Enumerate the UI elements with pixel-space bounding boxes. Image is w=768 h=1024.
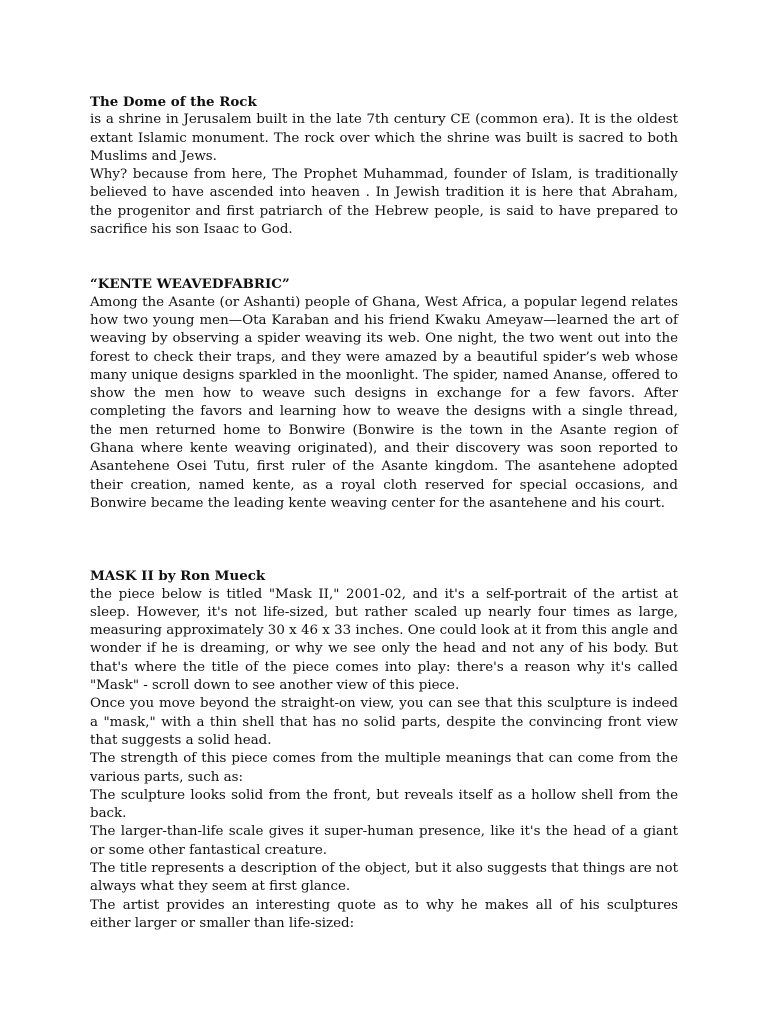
paragraph: Among the Asante (or Ashanti) people of Ghana, West Africa, a popular legend relates how two young men—Ota Karaban and his friend Kwaku Ameyaw—learned the art of weaving by observing a spider weaving its web. One night, the two went out into the forest to check their traps, and they were amazed by a beautiful spider’s web whose many unique designs sparkled in the moonlight. The spider, named Ananse, offered to show the men how to weave such designs in exchange for a few favors. After completing the favors and learning how to weave the designs with a single thread, the men returned home to Bonwire (Bonwire is the town in the Asante region of Ghana where kente weaving originated), and their discovery was soon reported to Asantehene Osei Tutu, first ruler of the Asante kingdom. The asantehene adopted their creation, named kente, as a royal cloth reserved for special occasions, and Bonwire became the leading kente weaving center for the asantehene and his court. [90,294,678,511]
section-dome-of-the-rock [90,93,678,239]
section-title: “KENTE WEAVEDFABRIC” [90,276,290,293]
section-kente-fabric [90,275,678,513]
paragraph: Why? because from here, The Prophet Muhammad, founder of Islam, is traditionally believed to have ascended into heaven . In Jewish tradition it is here that Abraham, the progenitor and first patriarch of the Hebrew people, is said to have prepared to sacrifice his son Isaac to God. [90,167,678,238]
paragraph: Once you move beyond the straight-on view, you can see that this sculpture is indeed a "mask," with a thin shell that has no solid parts, despite the convincing front view that suggests a solid head. [90,696,678,748]
section-title: MASK II by Ron Mueck [90,568,266,585]
document-page [90,93,678,933]
paragraph: The title represents a description of the object, but it also suggests that things are not always what they seem at first glance. [90,860,678,895]
paragraph: The strength of this piece comes from the multiple meanings that can come from the various parts, such as: [90,751,678,785]
paragraph: is a shrine in Jerusalem built in the late 7th century CE (common era). It is the oldest extant Islamic monument. The rock over which the shrine was built is sacred to both Muslims and Jews. [90,112,678,164]
paragraph: the piece below is titled "Mask II," 2001-02, and it's a self-portrait of the artist at sleep. However, it's not life-sized, but rather scaled up nearly four times as large, measuring approximately 30 x 46 x 33 inches. One could look at it from this angle and wonder if he is dreaming, or why we see only the head and not any of his body. But that's where the title of the piece comes into play: there's a reason why it's called "Mask" - scroll down to see another view of this piece. [90,586,678,694]
paragraph: The artist provides an interesting quote as to why he makes all of his sculptures either larger or smaller than life-sized: [90,897,678,931]
section-mask-ii [90,567,678,933]
paragraph: The sculpture looks solid from the front, but reveals itself as a hollow shell from the back. [90,787,678,822]
paragraph: The larger-than-life scale gives it super-human presence, like it's the head of a giant or some other fantastical creature. [90,824,678,858]
section-title: The Dome of the Rock [90,94,257,110]
